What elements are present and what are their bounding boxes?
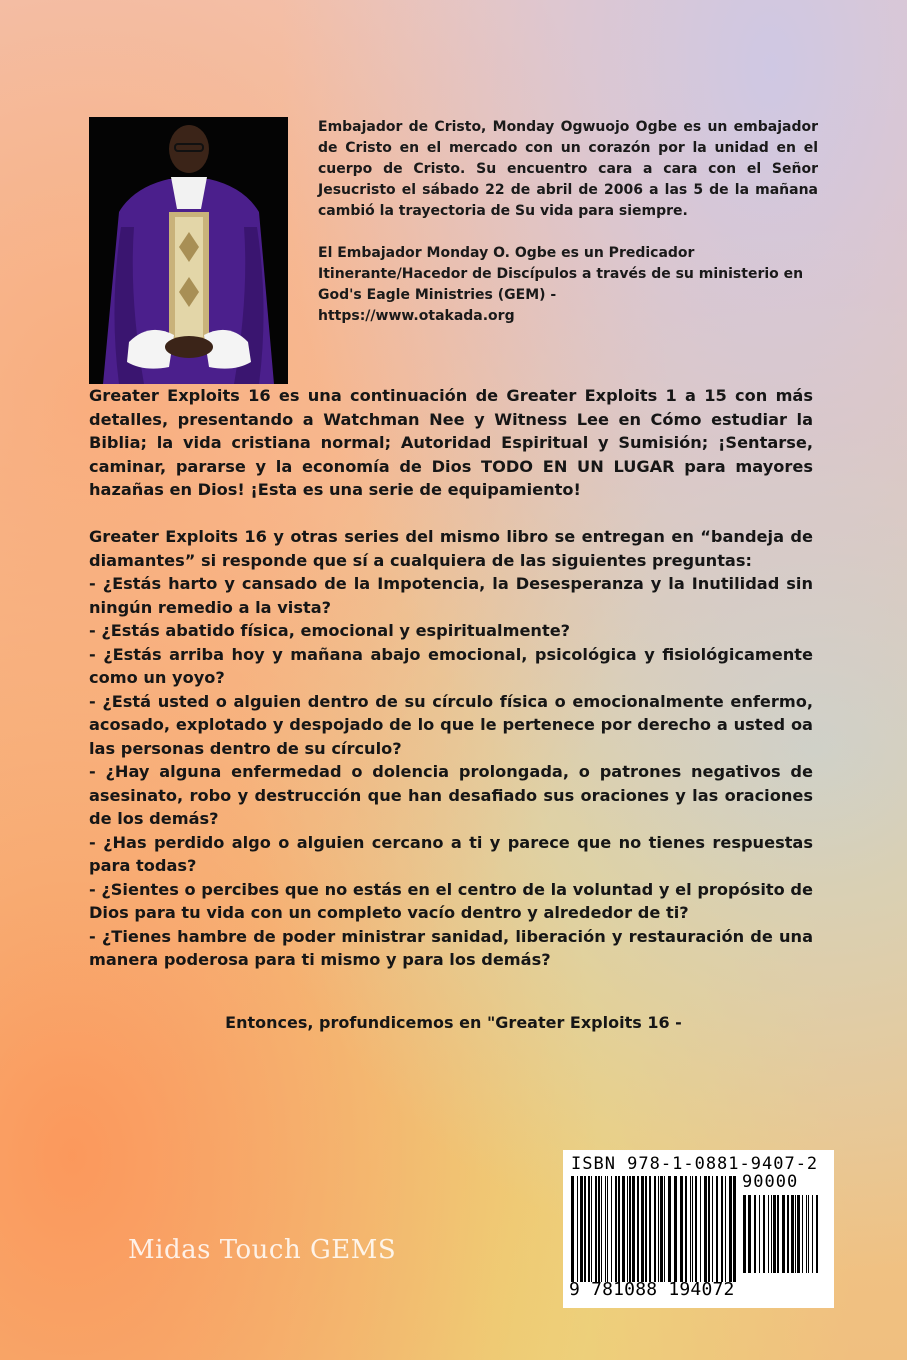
barcode-bar	[660, 1176, 663, 1282]
question-5: - ¿Hay alguna enfermedad o dolencia prolongada, o patrones negativos de asesinato, robo y destrucción que han desafiado sus oraciones y las oraciones de los demás?	[89, 762, 813, 828]
description-intro: Greater Exploits 16 es una continuación de Greater Exploits 1 a 15 con más detalles, presentando a Watchman Nee y Witness Lee en Cómo estudiar la Biblia; la vida cristiana normal; Autoridad Espiritual y Sumisión; ¡Sentarse, caminar, pararse y la economía de Dios TODO EN UN LUGAR para mayores hazañas en Dios! ¡Esta es una serie de equipamiento!	[89, 386, 813, 499]
price-code: 90000	[742, 1172, 799, 1192]
barcode-bar	[611, 1176, 612, 1282]
barcode-bar	[607, 1176, 608, 1282]
bio-paragraph-1: Embajador de Cristo, Monday Ogwuojo Ogbe es un embajador de Cristo en el mercado con un corazón por la unidad en el cuerpo de Cristo. Su encuentro cara a cara con el Señor Jesucristo el sábado 22 de abril de 2006 a las 5 de la mañana cambió la trayectoria de Su vida para siempre.	[318, 119, 818, 219]
barcode-bar	[654, 1176, 656, 1282]
barcode-bar	[695, 1176, 697, 1282]
ean-digits: 9 781088 194072	[569, 1279, 735, 1300]
barcode-bar	[787, 1195, 789, 1273]
barcode-bar	[771, 1195, 772, 1273]
barcode-bar	[580, 1176, 583, 1282]
barcode-bar	[605, 1176, 606, 1282]
barcode-bar	[791, 1195, 794, 1273]
bio-paragraph-2	[318, 243, 818, 327]
author-photo	[89, 117, 288, 384]
barcode-bar	[795, 1195, 796, 1273]
barcode-bar	[598, 1176, 600, 1282]
barcode-bar	[743, 1195, 746, 1273]
barcode-bar	[704, 1176, 707, 1282]
question-1: - ¿Estás harto y cansado de la Impotencia, la Desesperanza y la Inutilidad sin ningún remedio a la vista?	[89, 574, 813, 617]
barcode-bar	[618, 1176, 620, 1282]
barcode-bar	[571, 1176, 574, 1282]
barcode-bar	[632, 1176, 635, 1282]
barcode-bar	[759, 1195, 760, 1273]
barcode-bar	[588, 1176, 590, 1282]
barcode-bar	[658, 1176, 659, 1282]
description-lead-in: Greater Exploits 16 y otras series del mismo libro se entregan en “bandeja de diamantes” si responde que sí a cualquiera de las siguientes preguntas:	[89, 527, 813, 570]
barcode-bar	[802, 1195, 803, 1273]
barcode-bar	[782, 1195, 785, 1273]
barcode-bar	[595, 1176, 597, 1282]
bio-paragraph-2-text: El Embajador Monday O. Ogbe es un Predicador Itinerante/Hacedor de Discípulos a través de su ministerio en God's Eagle Ministries (GEM) -	[318, 245, 804, 303]
question-4: - ¿Está usted o alguien dentro de su círculo física o emocionalmente enfermo, acosado, explotado y despojado de lo que le pertenece por derecho a usted oa las personas dentro de su círculo?	[89, 691, 813, 758]
barcode-bar	[733, 1176, 736, 1282]
question-6: - ¿Has perdido algo o alguien cercano a ti y parece que no tienes respuestas para todas?	[89, 832, 813, 875]
barcode-bar	[591, 1176, 592, 1282]
barcode-bar	[627, 1176, 628, 1282]
barcode-bar	[629, 1176, 631, 1282]
question-8: - ¿Tienes hambre de poder ministrar sanidad, liberación y restauración de una manera poderosa para ti mismo y para los demás?	[89, 926, 813, 969]
barcode-bar	[637, 1176, 639, 1282]
barcode-bar	[777, 1195, 779, 1273]
barcode-bar	[615, 1176, 617, 1282]
barcode-bar	[649, 1176, 651, 1282]
barcode-bar	[716, 1176, 718, 1282]
barcode-bar	[577, 1176, 578, 1282]
barcode-bar	[622, 1176, 625, 1282]
barcode-bar	[668, 1176, 671, 1282]
question-2: - ¿Estás abatido física, emocional y espiritualmente?	[89, 621, 571, 640]
barcode-bar	[725, 1176, 726, 1282]
isbn-barcode	[563, 1150, 834, 1308]
barcode-bar	[729, 1176, 732, 1282]
barcode-bar	[763, 1195, 765, 1273]
barcode-bar	[674, 1176, 677, 1282]
barcode-bar	[808, 1195, 809, 1273]
closing-line: Entonces, profundicemos en "Greater Exploits 16 -	[225, 1013, 682, 1032]
question-3: - ¿Estás arriba hoy y mañana abajo emocional, psicológica y fisiológicamente como un yoyo?	[89, 644, 813, 687]
barcode-bar	[690, 1176, 691, 1282]
barcode-bar	[700, 1176, 701, 1282]
publisher-name: Midas Touch GEMS	[128, 1235, 397, 1265]
author-website: https://www.otakada.org	[318, 308, 515, 324]
barcode-bar	[721, 1176, 723, 1282]
ean-bars	[571, 1176, 737, 1282]
barcode-bar	[584, 1176, 586, 1282]
barcode-bar	[685, 1176, 687, 1282]
barcode-bar	[692, 1176, 693, 1282]
question-7: - ¿Sientes o percibes que no estás en el centro de la voluntad y el propósito de Dios para tu vida con un completo vacío dentro y alrededor de ti?	[89, 879, 813, 922]
barcode-bar	[816, 1195, 818, 1273]
author-bio	[318, 117, 818, 327]
barcode-bar	[601, 1176, 602, 1282]
isbn-label: ISBN 978-1-0881-9407-2	[571, 1154, 819, 1174]
barcode-bar	[806, 1195, 807, 1273]
barcode-bar	[680, 1176, 683, 1282]
barcode-bar	[664, 1176, 665, 1282]
barcode-bar	[748, 1195, 751, 1273]
barcode-bar	[812, 1195, 813, 1273]
barcode-bar	[708, 1176, 710, 1282]
addon-bars	[743, 1195, 823, 1273]
barcode-bar	[754, 1195, 756, 1273]
barcode-bar	[712, 1176, 713, 1282]
barcode-bar	[641, 1176, 644, 1282]
author-portrait-illustration	[89, 117, 288, 384]
book-description	[89, 384, 813, 972]
barcode-bar	[773, 1195, 776, 1273]
barcode-bar	[768, 1195, 769, 1273]
barcode-bar	[797, 1195, 800, 1273]
barcode-bar	[645, 1176, 647, 1282]
